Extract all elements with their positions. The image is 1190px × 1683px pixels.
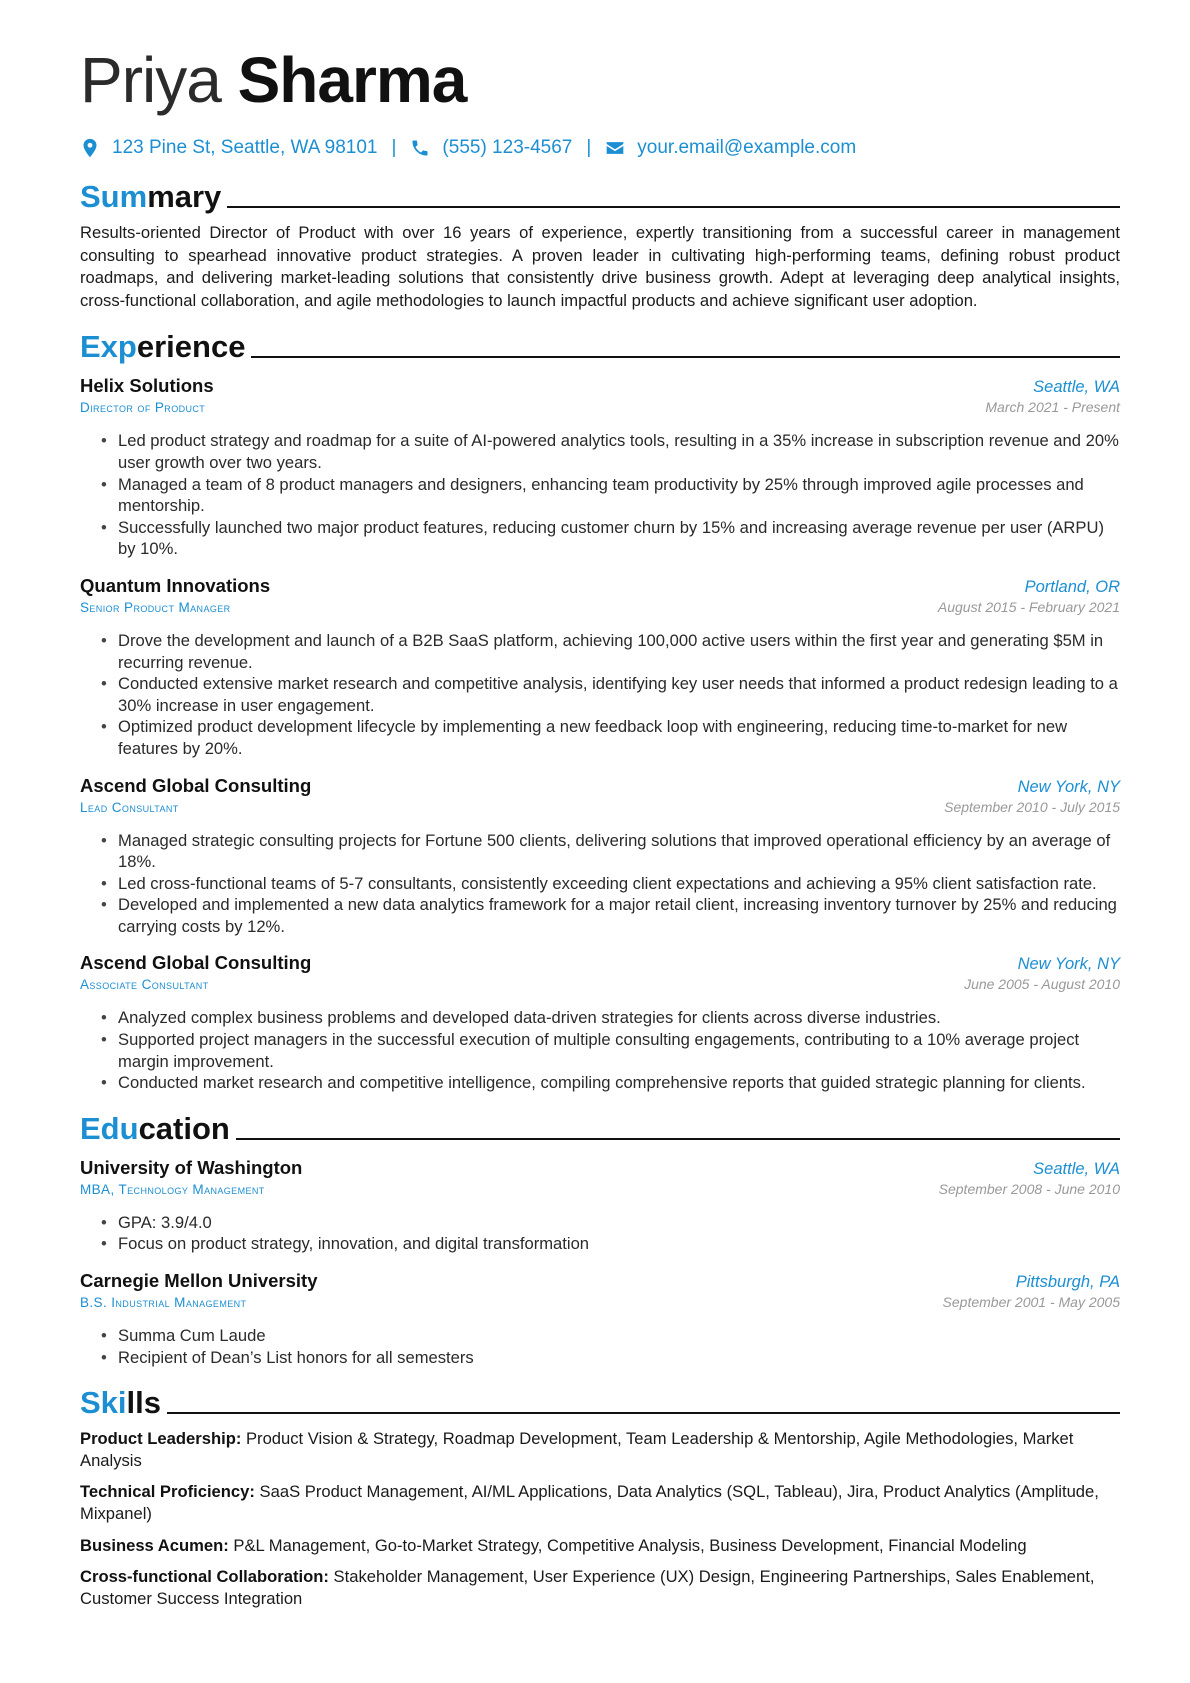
experience-entry [80,374,1120,560]
bullet-item: • Analyzed complex business problems and developed data-driven strategies for clients across diverse industries. [118,1007,1120,1029]
date-range: September 2008 - June 2010 [938,1180,1120,1197]
date-range: September 2001 - May 2005 [942,1294,1120,1311]
contact-separator: | [391,137,397,158]
summary-text: Results-oriented Director of Product with over 16 years of experience, expertly transitioning from a successful career in management consulting to spearhead innovative product strategies. A proven leader in cultivating high-performing teams, defining robust product roadmaps, and delivering market-leading solutions that consistently drive business growth. Adept at leveraging deep analytical insights, cross-functional collaboration, and agile methodologies to launch impactful products and achieve significant user adoption. [80,223,1120,310]
address-text: 123 Pine St, Seattle, WA 98101 [112,137,378,158]
institution: University of Washington [80,1156,303,1178]
education-entry [80,1269,1120,1368]
skill-row [80,1535,1120,1557]
bullet-list [80,630,1120,760]
experience-entry [80,951,1120,1093]
section-title [80,1386,161,1420]
bullet-item: • Focus on product strategy, innovation, and digital transformation [118,1233,1120,1255]
bullet-item: • GPA: 3.9/4.0 [118,1212,1120,1234]
title-rest: mary [147,179,222,214]
date-range: March 2021 - Present [985,399,1120,416]
bullet-list [80,1325,1120,1368]
location: Seattle, WA [1033,378,1120,397]
skill-text: SaaS Product Management, AI/ML Applications, Data Analytics (SQL, Tableau), Jira, Product Analytics (Amplitude, Mixpanel) [80,1482,1099,1523]
title-rest: cation [138,1110,230,1146]
job-title: Senior Product Manager [80,599,231,615]
degree: B.S. Industrial Management [80,1295,247,1311]
phone-item[interactable] [410,137,572,159]
organization: Ascend Global Consulting [80,774,312,796]
location: New York, NY [1017,955,1120,974]
bullet-list [80,430,1120,560]
phone-text: (555) 123-4567 [442,137,573,158]
skill-label: Business Acumen: [80,1535,229,1555]
skill-row [80,1428,1120,1471]
job-title: Lead Consultant [80,799,179,815]
bullet-list [80,830,1120,938]
location: Seattle, WA [1033,1159,1120,1178]
envelope-icon [605,138,625,158]
bullet-item: • Led product strategy and roadmap for a suite of AI-powered analytics tools, resulting in a 35% increase in subscription revenue and 20% user growth over two years. [118,430,1120,473]
organization: Ascend Global Consulting [80,952,312,974]
section-rule [167,1412,1120,1414]
map-pin-icon [80,138,100,158]
skill-row [80,1481,1120,1524]
title-accent: Ski [80,1385,127,1421]
candidate-name [80,40,1120,120]
section-title [80,1112,230,1146]
bullet-item: • Conducted extensive market research and competitive analysis, identifying key user needs that informed a product redesign leading to a 30% increase in user engagement. [118,673,1120,716]
skill-label: Technical Proficiency: [80,1482,255,1502]
degree: MBA, Technology Management [80,1181,265,1197]
section-rule [251,356,1120,358]
experience-entry [80,774,1120,938]
job-title: Director of Product [80,400,206,416]
section-title [80,180,221,214]
email-item[interactable] [605,137,856,159]
location: Portland, OR [1024,577,1120,596]
last-name: Sharma [237,44,467,116]
bullet-item: • Drove the development and launch of a B2B SaaS platform, achieving 100,000 active users within the first year and generating $5M in recurring revenue. [118,630,1120,673]
organization: Helix Solutions [80,375,214,397]
bullet-item: • Managed a team of 8 product managers and designers, enhancing team productivity by 25% through improved agile processes and mentorship. [118,474,1120,517]
skill-row [80,1566,1120,1609]
title-accent: Sum [80,179,148,214]
bullet-item: • Conducted market research and competitive intelligence, compiling comprehensive reports that guided strategic planning for clients. [118,1072,1120,1094]
section-rule [227,206,1120,208]
phone-icon [410,138,430,158]
email-link: your.email@example.com [637,137,857,158]
date-range: June 2005 - August 2010 [964,976,1120,993]
education-entry [80,1156,1120,1255]
bullet-list [80,1007,1120,1093]
bullet-item: • Optimized product development lifecycle by implementing a new feedback loop with engineering, reducing time-to-market for new features by 20%. [118,716,1120,759]
bullet-item: • Supported project managers in the successful execution of multiple consulting engagements, contributing to a 10% average project margin improvement. [118,1029,1120,1072]
title-rest: erience [136,329,246,365]
section-rule [236,1138,1120,1140]
contact-separator: | [586,137,592,158]
title-accent: Edu [80,1110,139,1146]
title-rest: lls [126,1385,161,1421]
education-heading [80,1108,1120,1146]
bullet-list [80,1212,1120,1255]
date-range: September 2010 - July 2015 [944,798,1120,815]
institution: Carnegie Mellon University [80,1270,318,1292]
skill-label: Cross-functional Collaboration: [80,1567,329,1587]
skills-list [80,1428,1120,1609]
address-item [80,137,377,159]
skill-text: Stakeholder Management, User Experience (UX) Design, Engineering Partnerships, Sales Enablement, Customer Success Integration [80,1567,1095,1608]
bullet-item: • Led cross-functional teams of 5-7 consultants, consistently exceeding client expectations and achieving a 95% client satisfaction rate. [118,873,1120,895]
skill-text: Product Vision & Strategy, Roadmap Development, Team Leadership & Mentorship, Agile Methodologies, Market Analysis [80,1429,1074,1470]
skill-label: Product Leadership: [80,1429,242,1449]
bullet-item: • Developed and implemented a new data analytics framework for a major retail client, increasing inventory turnover by 25% and reducing carrying costs by 12%. [118,894,1120,937]
experience-entry [80,574,1120,760]
location: New York, NY [1017,777,1120,796]
job-title: Associate Consultant [80,977,209,993]
skill-text: P&L Management, Go-to-Market Strategy, Competitive Analysis, Business Development, Financial Modeling [233,1535,1027,1555]
skills-heading [80,1382,1120,1420]
title-accent: Exp [80,329,137,365]
location: Pittsburgh, PA [1015,1273,1120,1292]
experience-heading [80,326,1120,364]
bullet-item: • Summa Cum Laude [118,1325,1120,1347]
date-range: August 2015 - February 2021 [937,598,1120,615]
organization: Quantum Innovations [80,574,271,596]
first-name: Priya [80,44,221,116]
contact-line [80,134,1120,162]
section-title [80,330,245,364]
summary-heading [80,176,1120,214]
bullet-item: • Managed strategic consulting projects for Fortune 500 clients, delivering solutions that improved operational efficiency by an average of 18%. [118,830,1120,873]
bullet-item: • Recipient of Dean’s List honors for all semesters [118,1347,1120,1369]
bullet-item: • Successfully launched two major product features, reducing customer churn by 15% and increasing average revenue per user (ARPU) by 10%. [118,517,1120,560]
